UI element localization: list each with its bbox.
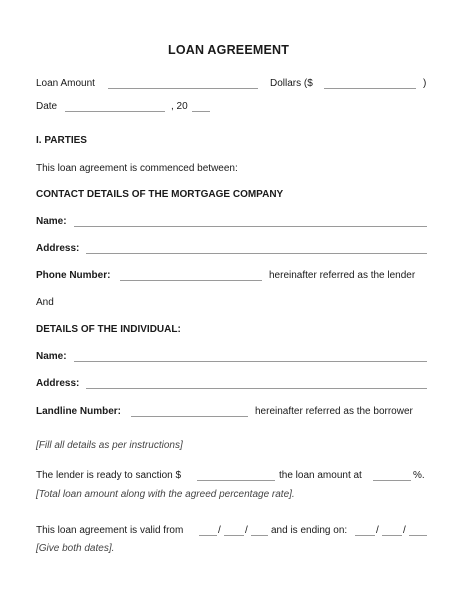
year-prefix: , 20 [171, 101, 188, 112]
fill-instruction-note: [Fill all details as per instructions] [36, 440, 183, 451]
valid-from-slash-1: / [218, 525, 221, 536]
lender-referred-text: hereinafter referred as the lender [269, 270, 416, 281]
date-field[interactable] [65, 111, 165, 112]
lender-phone-label: Phone Number: [36, 270, 111, 281]
percentage-field[interactable] [373, 480, 411, 481]
and-text: And [36, 297, 54, 308]
dollars-label: Dollars ($ [270, 78, 313, 89]
ending-slash-1: / [376, 525, 379, 536]
dollars-close-paren: ) [423, 78, 427, 89]
give-dates-note: [Give both dates]. [36, 543, 115, 554]
commenced-text: This loan agreement is commenced between: [36, 163, 238, 174]
year-field[interactable] [192, 111, 210, 112]
borrower-landline-label: Landline Number: [36, 406, 122, 417]
date-label: Date [36, 101, 58, 112]
ending-on-text: and is ending on: [271, 525, 348, 536]
total-loan-note: [Total loan amount along with the agreed percentage rate]. [36, 489, 295, 500]
document-title: LOAN AGREEMENT [168, 43, 290, 57]
dollars-field[interactable] [324, 88, 416, 89]
valid-from-month-field[interactable] [224, 535, 244, 536]
borrower-address-field[interactable] [86, 388, 427, 389]
borrower-name-label: Name: [36, 351, 67, 362]
borrower-landline-field[interactable] [131, 416, 248, 417]
sanction-text: The lender is ready to sanction $ [36, 470, 182, 481]
lender-address-field[interactable] [86, 253, 427, 254]
mortgage-company-heading: CONTACT DETAILS OF THE MORTGAGE COMPANY [36, 189, 284, 200]
lender-phone-field[interactable] [120, 280, 262, 281]
borrower-referred-text: hereinafter referred as the borrower [255, 406, 413, 417]
individual-heading: DETAILS OF THE INDIVIDUAL: [36, 324, 181, 335]
loan-amount-field[interactable] [108, 88, 258, 89]
lender-name-label: Name: [36, 216, 67, 227]
ending-year-field[interactable] [409, 535, 427, 536]
loan-amount-at-text: the loan amount at [279, 470, 362, 481]
ending-day-field[interactable] [355, 535, 375, 536]
ending-month-field[interactable] [382, 535, 402, 536]
loan-amount-label: Loan Amount [36, 78, 95, 89]
lender-address-label: Address: [36, 243, 80, 254]
borrower-address-label: Address: [36, 378, 80, 389]
valid-from-text: This loan agreement is valid from [36, 525, 184, 536]
sanction-amount-field[interactable] [197, 480, 275, 481]
ending-slash-2: / [403, 525, 406, 536]
borrower-name-field[interactable] [74, 361, 427, 362]
valid-from-day-field[interactable] [199, 535, 217, 536]
percent-sign: %. [413, 470, 425, 481]
lender-name-field[interactable] [74, 226, 427, 227]
section-parties-heading: I. PARTIES [36, 135, 87, 146]
valid-from-year-field[interactable] [251, 535, 268, 536]
valid-from-slash-2: / [245, 525, 248, 536]
